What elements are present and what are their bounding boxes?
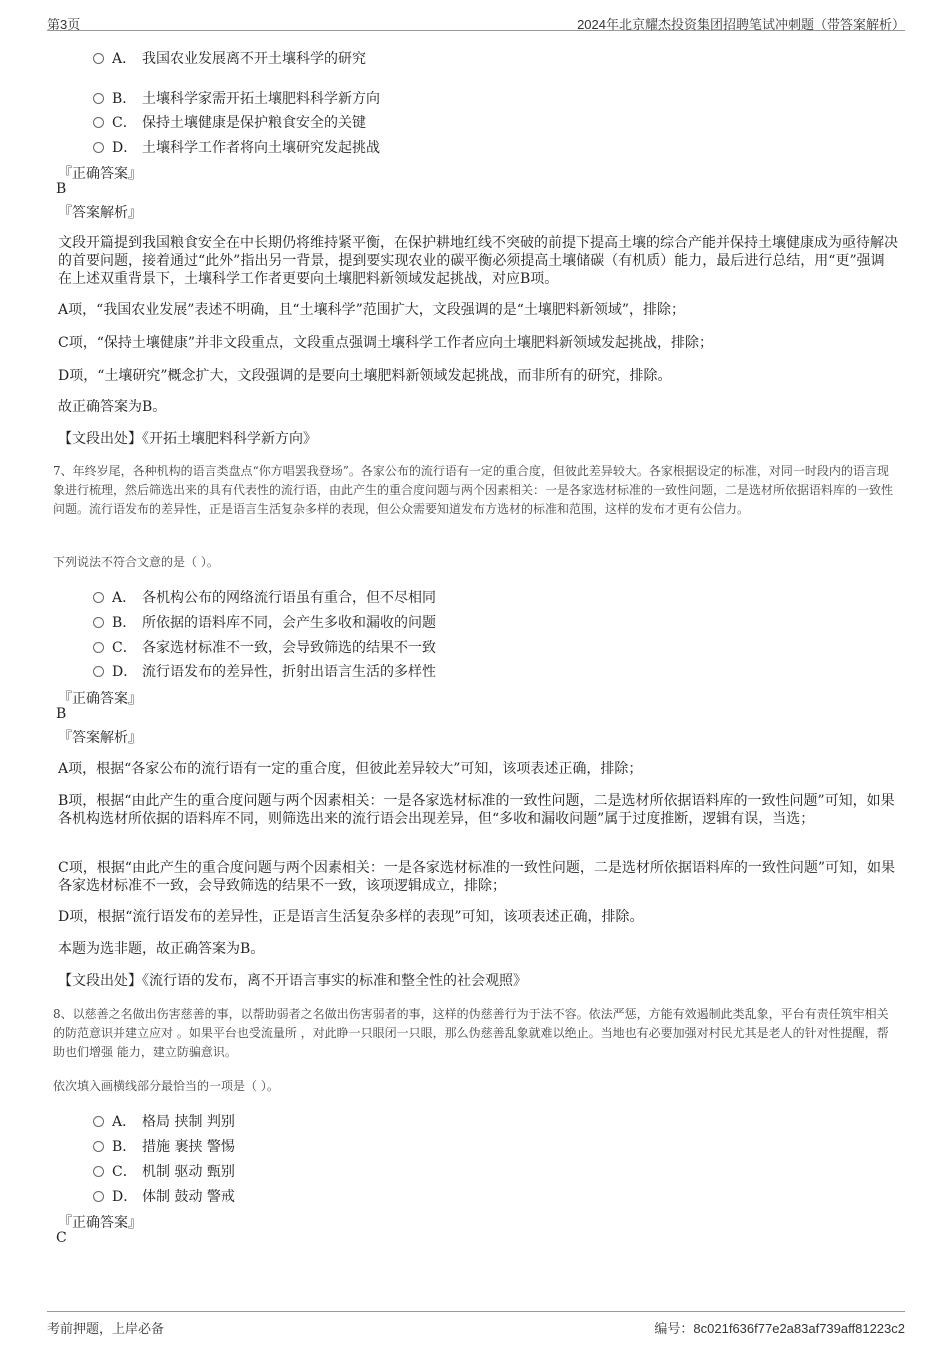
analysis-conclusion: 故正确答案为B。 [58, 399, 167, 415]
q8-option-b[interactable]: B． 措施 裹挟 警惕 [93, 1136, 235, 1156]
q7-option-d[interactable]: D． 流行语发布的差异性，折射出语言生活的多样性 [93, 661, 436, 681]
radio-icon[interactable] [93, 592, 104, 603]
q6-option-d[interactable]: D． 土壤科学工作者将向土壤研究发起挑战 [93, 137, 380, 157]
radio-icon[interactable] [93, 1116, 104, 1127]
answer-value: C [56, 1230, 67, 1246]
answer-label: 『正确答案』 [58, 166, 142, 182]
q6-option-b[interactable]: B． 土壤科学家需开拓土壤肥料科学新方向 [93, 88, 380, 108]
q6-option-a[interactable]: A． 我国农业发展离不开土壤科学的研究 [93, 48, 366, 68]
analysis-paragraph: C项，根据“由此产生的重合度问题与两个因素相关：一是各家选材标准的一致性问题，二是选材所依据语料库的一致性问题”可知，如果各家选材标准不一致，会导致筛选的结果不一致，该项逻辑成立，排除； [58, 860, 896, 894]
answer-label: 『正确答案』 [58, 691, 142, 707]
radio-icon[interactable] [93, 666, 104, 677]
radio-icon[interactable] [93, 1191, 104, 1202]
question-stem: 8、以慈善之名做出伤害慈善的事，以帮助弱者之名做出伤害弱者的事，这样的伪慈善行为于法不容。依法严惩，方能有效遏制此类乱象，平台有责任筑牢相关的防范意识并建立应对 。如果平台也受流量所 ，对此睁一只眼闭一只眼，那么伪慈善乱象就难以绝止。当地也有必要加强对村民尤其是老人的针对性提醒，帮助也们增强 能力，建立防骗意识。 [53, 1007, 889, 1059]
radio-icon[interactable] [93, 93, 104, 104]
analysis-label: 『答案解析』 [58, 205, 142, 221]
answer-value: B [56, 181, 67, 197]
analysis-paragraph: D项，根据“流行语发布的差异性，正是语言生活复杂多样的表现”可知，该项表述正确，排除。 [58, 909, 644, 925]
radio-icon[interactable] [93, 1166, 104, 1177]
question-prompt: 下列说法不符合文意的是（ ）。 [53, 555, 219, 569]
source-citation: 【文段出处】《开拓土壤肥料科学新方向》 [58, 431, 317, 447]
page-header [47, 8, 905, 31]
question-stem: 7、年终岁尾，各种机构的语言类盘点“你方唱罢我登场”。各家公布的流行语有一定的重合度，但彼此差异较大。各家根据设定的标准，对同一时段内的语言现象进行梳理，然后筛选出来的具有代表性的流行语，由此产生的重合度问题与两个因素相关：一是各家选材标准的一致性问题，二是选材所依据语料库的一致性问题。流行语发布的差异性，正是语言生活复杂多样的表现，但公众需要知道发布方选材的标准和范围，这样的发布才更有公信力。 [53, 464, 894, 516]
document-id: 编号：8c021f636f77e2a83af739aff81223c2 [654, 1321, 905, 1336]
radio-icon[interactable] [93, 53, 104, 64]
analysis-paragraph: A项，根据“各家公布的流行语有一定的重合度，但彼此差异较大”可知，该项表述正确，排除； [58, 761, 643, 777]
page-number: 第3页 [47, 17, 81, 32]
radio-icon[interactable] [93, 642, 104, 653]
q7-option-c[interactable]: C． 各家选材标准不一致，会导致筛选的结果不一致 [93, 637, 436, 657]
analysis-conclusion: 本题为选非题，故正确答案为B。 [58, 941, 265, 957]
source-citation: 【文段出处】《流行语的发布，离不开语言事实的标准和整全性的社会观照》 [58, 973, 527, 989]
analysis-paragraph: A项，“我国农业发展”表述不明确，且“土壤科学”范围扩大，文段强调的是“土壤肥料新领域”，排除； [58, 302, 686, 318]
analysis-paragraph: D项，“土壤研究”概念扩大，文段强调的是要向土壤肥料新领域发起挑战，而非所有的研究，排除。 [58, 368, 672, 384]
question-prompt: 依次填入画横线部分最恰当的一项是（ ）。 [53, 1079, 279, 1093]
q8-option-d[interactable]: D． 体制 鼓动 警戒 [93, 1186, 235, 1206]
analysis-paragraph: B项，根据“由此产生的重合度问题与两个因素相关：一是各家选材标准的一致性问题，二是选材所依据语料库的一致性问题”可知，如果各机构选材所依据的语料库不同，则筛选出来的流行语会出现差异，但“多收和漏收问题”属于过度推断，逻辑有误，当选； [58, 793, 895, 827]
radio-icon[interactable] [93, 617, 104, 628]
q7-option-b[interactable]: B． 所依据的语料库不同，会产生多收和漏收的问题 [93, 612, 436, 632]
answer-label: 『正确答案』 [58, 1215, 142, 1231]
q7-option-a[interactable]: A． 各机构公布的网络流行语虽有重合，但不尽相同 [93, 587, 436, 607]
q8-option-c[interactable]: C． 机制 驱动 甄别 [93, 1161, 235, 1181]
radio-icon[interactable] [93, 142, 104, 153]
radio-icon[interactable] [93, 117, 104, 128]
q6-option-c[interactable]: C． 保持土壤健康是保护粮食安全的关键 [93, 112, 366, 132]
page-footer [47, 1311, 905, 1340]
analysis-paragraph: 文段开篇提到我国粮食安全在中长期仍将维持紧平衡，在保护耕地红线不突破的前提下提高土壤的综合产能并保持土壤健康成为亟待解决的首要问题，接着通过“此外”指出另一背景，提到要实现农业的碳平衡必须提高土壤储碳（有机质）能力，最后进行总结，用“更”强调在上述双重背景下，土壤科学工作者更要向土壤肥料新领域发起挑战，对应B项。 [58, 235, 898, 287]
answer-value: B [56, 706, 67, 722]
document-title: 2024年北京耀杰投资集团招聘笔试冲刺题（带答案解析） [577, 17, 905, 32]
footer-slogan: 考前押题，上岸必备 [47, 1321, 165, 1336]
q8-option-a[interactable]: A． 格局 挟制 判别 [93, 1111, 235, 1131]
radio-icon[interactable] [93, 1141, 104, 1152]
analysis-label: 『答案解析』 [58, 730, 142, 746]
analysis-paragraph: C项，“保持土壤健康”并非文段重点，文段重点强调土壤科学工作者应向土壤肥料新领域发起挑战，排除； [58, 335, 714, 351]
